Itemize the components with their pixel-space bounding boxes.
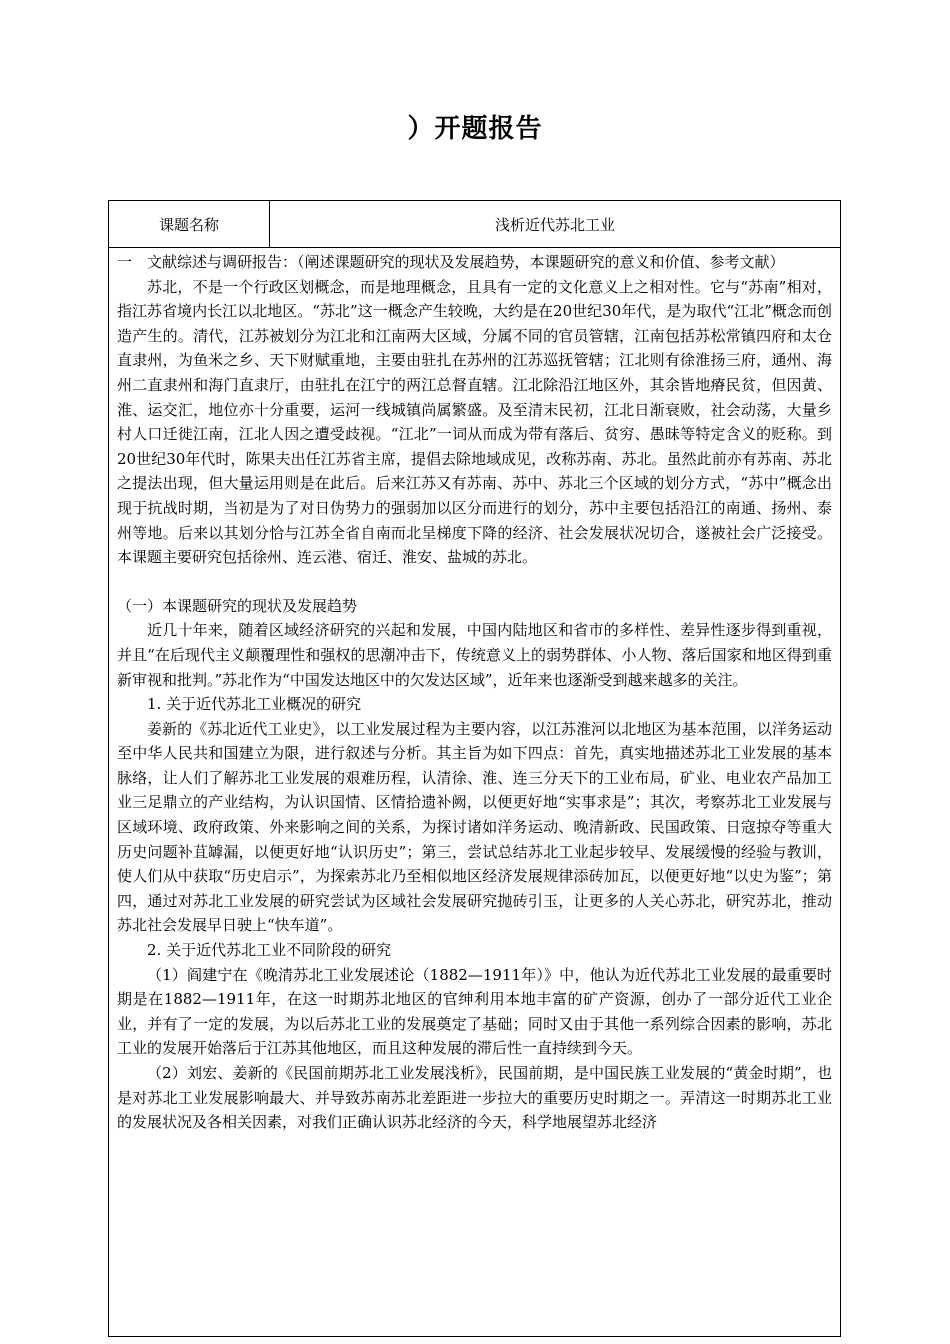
subsection-heading: （一）本课题研究的现状及发展趋势 <box>117 596 358 615</box>
review-content <box>109 248 840 1336</box>
status-paragraph: 近几十年来，随着区域经济研究的兴起和发展，中国内陆地区和省市的多样性、差异性逐步得到重视，并且“在后现代主义颠覆理性和强权的思潮冲击下，传统意义上的弱势群体、小人物、落后国家和地区得到重新审视和批判。”苏北作为“中国发达地区中的欠发达区域”，近年来也逐渐受到越来越多的关注。 <box>117 621 832 689</box>
intro-paragraph: 苏北，不是一个行政区划概念，而是地理概念，且具有一定的文化意义上之相对性。它与“苏南”相对，指江苏省境内长江以北地区。“苏北”这一概念产生较晚，大约是在20世纪30年代，是为取代“江北”概念而创造产生的。清代，江苏被划分为江北和江南两大区域，分属不同的官员管辖，江南包括苏松常镇四府和太仓直隶州，为鱼米之乡、天下财赋重地，主要由驻扎在苏州的江苏巡抚管辖；江北则有徐淮扬三府，通州、海州二直隶州和海门直隶厅，由驻扎在江宁的两江总督直辖。江北除沿江地区外，其余皆地瘠民贫，但因黄、淮、运交汇，地位亦十分重要，运河一线城镇尚属繁盛。及至清末民初，江北日渐衰败，社会动荡，大量乡村人口迁徙江南，江北人因之遭受歧视。“江北”一词从而成为带有落后、贫穷、愚昧等特定含义的贬称。到20世纪30年代时，陈果夫出任江苏省主席，提倡去除地域成见，改称苏南、苏北。虽然此前亦有苏南、苏北之提法出现，但大量运用则是在此后。后来江苏又有苏南、苏中、苏北三个区域的划分方式，“苏中”概念出现于抗战时期，当初是为了对日伪势力的强弱加以区分而进行的划分，苏中主要包括沿江的南通、扬州、泰州等地。后来以其划分恰与江苏全省自南而北呈梯度下降的经济、社会发展状况切合，遂被社会广泛接受。本课题主要研究包括徐州、连云港、宿迁、淮安、盐城的苏北。 <box>117 277 832 567</box>
point1-heading: 1. 关于近代苏北工业概况的研究 <box>147 695 362 714</box>
point2-heading: 2. 关于近代苏北工业不同阶段的研究 <box>147 941 392 960</box>
report-table <box>108 200 841 1337</box>
point2-item1: （1）阎建宁在《晚清苏北工业发展述论（1882—1911年）》中，他认为近代苏北工业发展的最重要时期是在1882—1911年，在这一时期苏北地区的官绅利用本地丰富的矿产资源，创办了一部分近代工业企业，并有了一定的发展，为以后苏北工业的发展奠定了基础；同时又由于其他一系列综合因素的影响，苏北工业的发展开始落后于江苏其他地区，而且这种发展的滞后性一直持续到今天。 <box>117 965 832 1058</box>
point1-paragraph: 姜新的《苏北近代工业史》，以工业发展过程为主要内容，以江苏淮河以北地区为基本范围，以洋务运动至中华人民共和国建立为限，进行叙述与分析。其主旨为如下四点：首先，真实地描述苏北工业发展的基本脉络，让人们了解苏北工业发展的艰难历程，认清徐、淮、连三分天下的工业布局，矿业、电业农产品加工业三足鼎立的产业结构，为认识国情、区情拾遗补阙，以便更好地“实事求是”；其次，考察苏北工业发展与区域环境、政府政策、外来影响之间的关系，为探讨诸如洋务运动、晚清新政、民国政策、日寇掠夺等重大历史问题补苴罅漏，以便更好地“认识历史”；第三，尝试总结苏北工业起步较早、发展缓慢的经验与教训，使人们从中获取“历史启示”，为探索苏北乃至相似地区经济发展规律添砖加瓦，以便更好地“以史为鉴”；第四，通过对苏北工业发展的研究尝试为区域社会发展研究抛砖引玉，让更多的人关心苏北，研究苏北，推动苏北社会发展早日驶上“快车道”。 <box>117 719 832 935</box>
page-title: ）开题报告 <box>407 114 543 144</box>
topic-label: 课题名称 <box>109 201 270 247</box>
section-heading: 一 文献综述与调研报告：（阐述课题研究的现状及发展趋势，本课题研究的意义和价值、参考文献） <box>117 253 785 271</box>
point2-item2: （2）刘宏、姜新的《民国前期苏北工业发展浅析》，民国前期，是中国民族工业发展的“黄金时期”，也是对苏北工业发展影响最大、并导致苏南苏北差距进一步拉大的重要历史时期之一。弄清这一时期苏北工业的发展状况及各相关因素，对我们正确认识苏北经济的今天，科学地展望苏北经济 <box>117 1064 832 1132</box>
topic-value: 浅析近代苏北工业 <box>494 215 615 234</box>
topic-row <box>109 201 840 248</box>
paragraph-gap <box>117 570 832 594</box>
